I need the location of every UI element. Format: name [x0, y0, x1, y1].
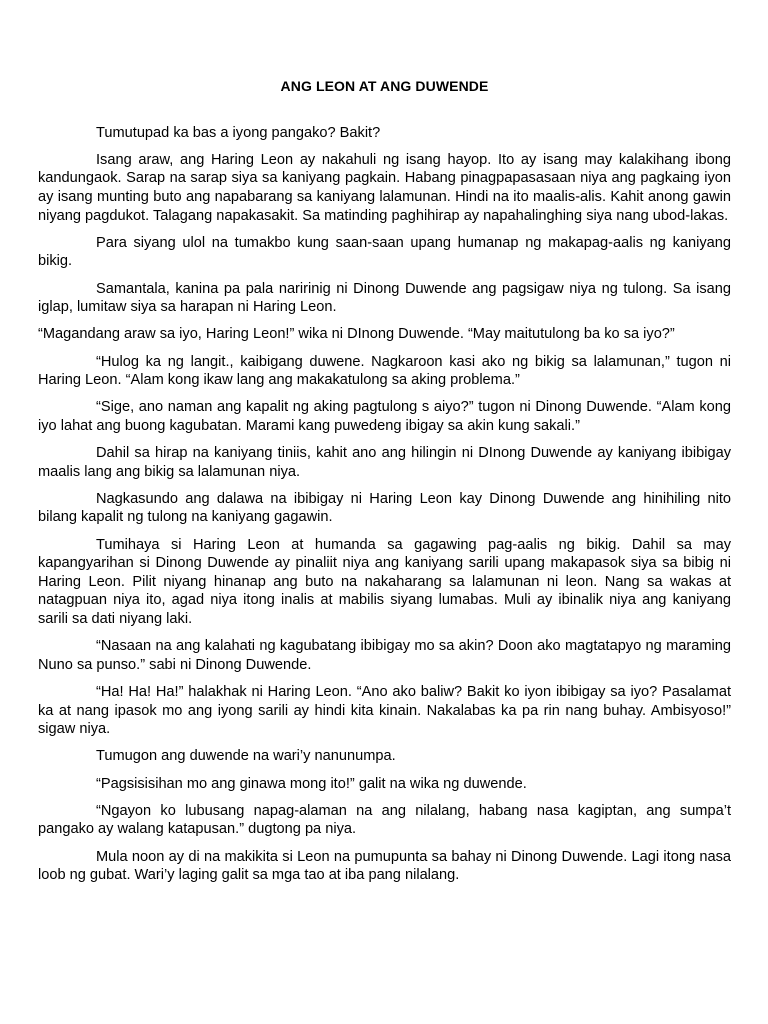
paragraph: Tumugon ang duwende na wari’y nanunumpa. — [96, 748, 396, 765]
document-title: ANG LEON AT ANG DUWENDE — [280, 78, 489, 94]
paragraph: “Sige, ano naman ang kapalit ng aking pagtulong s aiyo?” tugon ni Dinong Duwende. “Alam kong iyo lahat ang buong kagubatan. Marami kang puwedeng ibigay sa akin kung sakali.” — [38, 399, 731, 434]
paragraph: Samantala, kanina pa pala naririnig ni Dinong Duwende ang pagsigaw niya ng tulong. Sa isang iglap, lumitaw siya sa harapan ni Haring Leon. — [38, 280, 731, 316]
paragraph: “Magandang araw sa iyo, Haring Leon!” wika ni DInong Duwende. “May maitutulong ba ko sa iyo?” — [38, 326, 675, 343]
paragraph: Isang araw, ang Haring Leon ay nakahuli ng isang hayop. Ito ay isang may kalakihang ibong kandungaok. Sarap na sarap siya sa kaniyang pagkain. Habang pinagpapasasaan niya ang pagkaing iyon ay isang munting buto ang napabarang sa kaniyang lalamunan. Hindi na ito maalis-alis. Kahit anong gawin niyang pagdukot. Talagang napakasakit. Sa matinding paghihirap ay napahalinghing siya nang ubod-lakas. — [38, 151, 731, 224]
document-body — [38, 124, 731, 885]
paragraph: “Ngayon ko lubusang napag-alaman na ang nilalang, habang nasa kagiptan, ang sumpa’t pangako ay walang katapusan.” dugtong pa niya. — [38, 802, 731, 838]
paragraph: Tumutupad ka bas a iyong pangako? Bakit? — [96, 124, 381, 141]
paragraph: Nagkasundo ang dalawa na ibibigay ni Haring Leon kay Dinong Duwende ang hinihiling nito bilang kapalit ng tulong na kaniyang gagawin. — [38, 490, 731, 526]
paragraph: Dahil sa hirap na kaniyang tiniis, kahit ano ang hilingin ni DInong Duwende ay kaniyang ibibigay maalis lang ang bikig sa lalamunan niya. — [38, 445, 731, 480]
paragraph: “Ha! Ha! Ha!” halakhak ni Haring Leon. “Ano ako baliw? Bakit ko iyon ibibigay sa iyo? Pasalamat ka at nang ipasok mo ang iyong sarili ay hindi kita kinain. Nakalabas ka pa rin nang buhay. Ambisyoso!” sigaw niya. — [38, 683, 731, 738]
paragraph: Tumihaya si Haring Leon at humanda sa gagawing pag-aalis ng bikig. Dahil sa may kapangyarihan si Dinong Duwende ay pinaliit niya ang kaniyang sarili upang makapasok siya sa bibig ni Haring Leon. Pilit niyang hinanap ang buto na nakaharang sa lalamunan ni leon. Nang sa wakas at natagpuan niya ito, agad niya itong inalis at mabilis siyang lumabas. Muli ay ibinalik niya ang kaniyang sarili sa dati niyang laki. — [38, 536, 731, 627]
paragraph: “Hulog ka ng langit., kaibigang duwene. Nagkaroon kasi ako ng bikig sa lalamunan,” tugon ni Haring Leon. “Alam kong ikaw lang ang makakatulong sa aking problema.” — [38, 353, 731, 389]
paragraph: Mula noon ay di na makikita si Leon na pumupunta sa bahay ni Dinong Duwende. Lagi itong nasa loob ng gubat. Wari’y laging galit sa mga tao at iba pang nilalang. — [38, 848, 731, 884]
paragraph: “Nasaan na ang kalahati ng kagubatang ibibigay mo sa akin? Doon ako magtatapyo ng maraming Nuno sa punso.” sabi ni Dinong Duwende. — [38, 638, 731, 673]
paragraph: “Pagsisisihan mo ang ginawa mong ito!” galit na wika ng duwende. — [96, 775, 527, 792]
document-page — [38, 77, 731, 893]
paragraph: Para siyang ulol na tumakbo kung saan-saan upang humanap ng makapag-aalis ng kaniyang bikig. — [38, 234, 731, 270]
